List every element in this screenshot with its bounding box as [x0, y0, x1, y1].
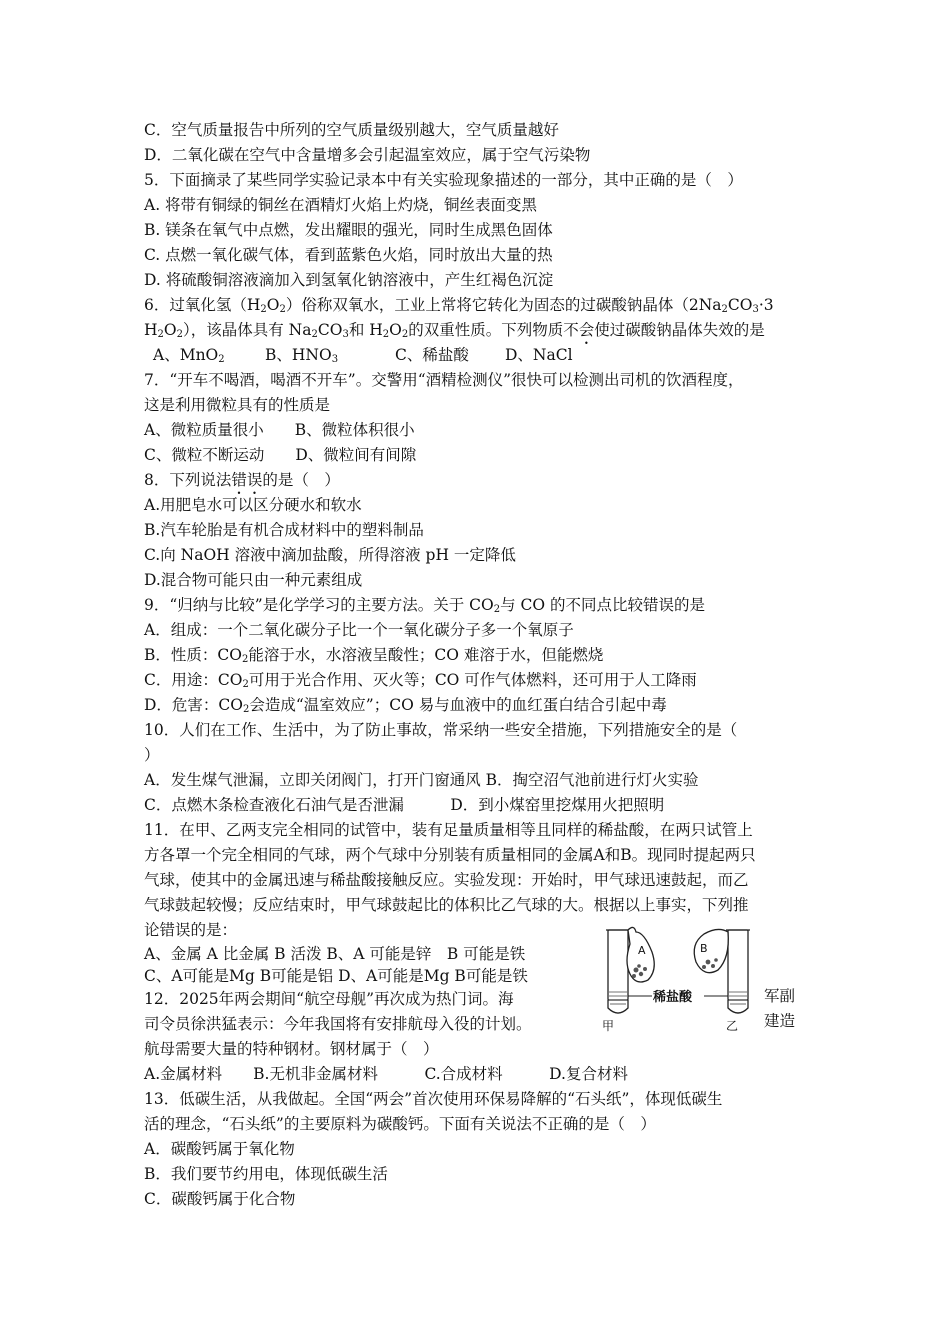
q9-option-a: A．组成：一个二氧化碳分子比一个一氧化碳分子多一个氧原子: [144, 621, 574, 639]
q7-options-cd: C、微粒不断运动 D、微粒间有间隙: [144, 446, 417, 464]
q9-stem: 9．“归纳与比较”是化学学习的主要方法。关于 $CO_2$与 CO 的不同点比较错误的是: [144, 596, 706, 615]
q5-option-a: A. 将带有铜绿的铜丝在酒精灯火焰上灼烧，铜丝表面变黑: [144, 196, 538, 214]
q6-options: A、MnO$_2$ B、$HNO_3$ C、稀盐酸 D、NaCl: [153, 346, 573, 365]
acid-liquid-left: [609, 992, 627, 1004]
q9-option-c: C．用途：$CO_2$可用于光合作用、灭火等；CO 可作气体燃料，还可用于人工降雨: [144, 671, 697, 690]
q12-wrapped-fragment-2: 建造: [764, 1012, 796, 1030]
q13-stem-line1: 13．低碳生活，从我做起。全国“两会”首次使用环保易降解的“石头纸”，体现低碳生: [144, 1090, 723, 1108]
balloon-b-label: B: [700, 942, 708, 955]
q12-wrapped-fragment-1: 军副: [764, 987, 796, 1005]
q13-stem-line2: 活的理念，“石头纸”的主要原料为碳酸钙。下面有关说法不正确的是（ ）: [144, 1115, 656, 1133]
q10-stem-line2: ）: [144, 746, 160, 764]
q11-stem-line2: 方各罩一个完全相同的气球，两个气球中分别装有质量相同的金属A和B。现同时提起两只: [144, 846, 756, 864]
q13-option-b: B．我们要节约用电，体现低碳生活: [144, 1165, 388, 1183]
q8-option-a: A.用肥皂水可以区分硬水和软水: [144, 496, 362, 514]
q8-stem: 8．下列说法错误的是（ ）: [144, 471, 340, 489]
q12-stem-line3: 航母需要大量的特种钢材。钢材属于（ ）: [144, 1040, 439, 1058]
q5-option-d: D. 将硫酸铜溶液滴加入到氢氧化钠溶液中，产生红褐色沉淀: [144, 271, 554, 289]
q5-option-b: B. 镁条在氧气中点燃，发出耀眼的强光，同时生成黑色固体: [144, 221, 553, 239]
acid-liquid-right: [729, 992, 747, 1004]
q13-option-c: C．碳酸钙属于化合物: [144, 1190, 296, 1208]
q10-options-cd: C．点燃木条检查液化石油气是否泄漏 D．到小煤窑里挖煤用火把照明: [144, 796, 665, 814]
q9-option-d: D．危害：$CO_2$会造成“温室效应”；CO 易与血液中的血红蛋白结合引起中毒: [144, 696, 667, 715]
exam-page: [144, 118, 824, 1212]
q9-option-b: B．性质：$CO_2$能溶于水，水溶液呈酸性；CO 难溶于水，但能燃烧: [144, 646, 604, 665]
q11-stem-line4: 气球鼓起较慢；反应结束时，甲气球鼓起比的体积比乙气球的大。根据以上事实，下列推: [144, 896, 749, 914]
q12-options: A.金属材料 B.无机非金属材料 C.合成材料 D.复合材料: [144, 1065, 628, 1083]
q8-option-c: C.向 NaOH 溶液中滴加盐酸，所得溶液 pH 一定降低: [144, 546, 516, 564]
q11-stem-line5: 论错误的是：: [144, 921, 238, 939]
tube-right-label: 乙: [726, 1019, 739, 1033]
q10-options-ab: A．发生煤气泄漏，立即关闭阀门，打开门窗通风 B．掏空沼气池前进行灯火实验: [144, 771, 699, 789]
test-tube-right: [726, 930, 750, 1013]
q10-stem-line1: 10．人们在工作、生活中，为了防止事故，常采纳一些安全措施，下列措施安全的是（: [144, 721, 738, 739]
q13-option-a: A．碳酸钙属于氧化物: [144, 1140, 295, 1158]
q11-stem-line1: 11．在甲、乙两支完全相同的试管中，装有足量质量相等且同样的稀盐酸，在两只试管上: [144, 821, 753, 839]
emphasis-mark: 会: [578, 321, 595, 339]
q6-stem-line1: 6．过氧化氢$(H_2O_2)$俗称双氧水，工业上常将它转化为固态的过碳酸钠晶体（$2Na_2CO_3\cdot 3$: [144, 296, 774, 315]
q12-stem-line2: 司令员徐洪猛表示：今年我国将有安排航母入役的计划。: [144, 1015, 532, 1033]
acid-label: 稀盐酸: [653, 990, 693, 1005]
q12-stem-line1: 12．2025年两会期间“航空母舰”再次成为热门词。海: [144, 990, 514, 1008]
q7-stem-line1: 7．“开车不喝酒，喝酒不开车”。交警用“酒精检测仪”很快可以检测出司机的饮酒程度，: [144, 371, 744, 389]
test-tube-experiment-figure: [600, 922, 810, 1037]
q8-option-d: D.混合物可能只由一种元素组成: [144, 571, 363, 589]
tube-left-label: 甲: [602, 1019, 615, 1033]
q4-option-c: C．空气质量报告中所列的空气质量级别越大，空气质量越好: [144, 121, 559, 139]
q7-options-ab: A、微粒质量很小 B、微粒体积很小: [144, 421, 415, 439]
q8-option-b: B.汽车轮胎是有机合成材料中的塑料制品: [144, 521, 424, 539]
q6-stem-line2: $H_2O_2$），该晶体具有 $Na_2CO_3$和 $H_2O_2$的双重性质。下列物质不会使过碳酸钠晶体失效的是: [144, 321, 765, 340]
test-tube-left: [606, 930, 630, 1013]
q5-option-c: C. 点燃一氧化碳气体，看到蓝紫色火焰，同时放出大量的热: [144, 246, 553, 264]
q11-stem-line3: 气球，使其中的金属迅速与稀盐酸接触反应。实验发现：开始时，甲气球迅速鼓起，而乙: [144, 871, 749, 889]
balloon-a-label: A: [638, 944, 646, 957]
q4-option-d: D．二氧化碳在空气中含量增多会引起温室效应，属于空气污染物: [144, 146, 591, 164]
q5-stem: 5．下面摘录了某些同学实验记录本中有关实验现象描述的一部分，其中正确的是（ ）: [144, 171, 743, 189]
q11-options-ab: A、金属 A 比金属 B 活泼 B、A 可能是锌 B 可能是铁: [144, 945, 526, 963]
q7-stem-line2: 这是利用微粒具有的性质是: [144, 396, 331, 414]
q11-options-cd: C、A可能是Mg B可能是铝 D、A可能是Mg B可能是铁: [144, 967, 528, 985]
